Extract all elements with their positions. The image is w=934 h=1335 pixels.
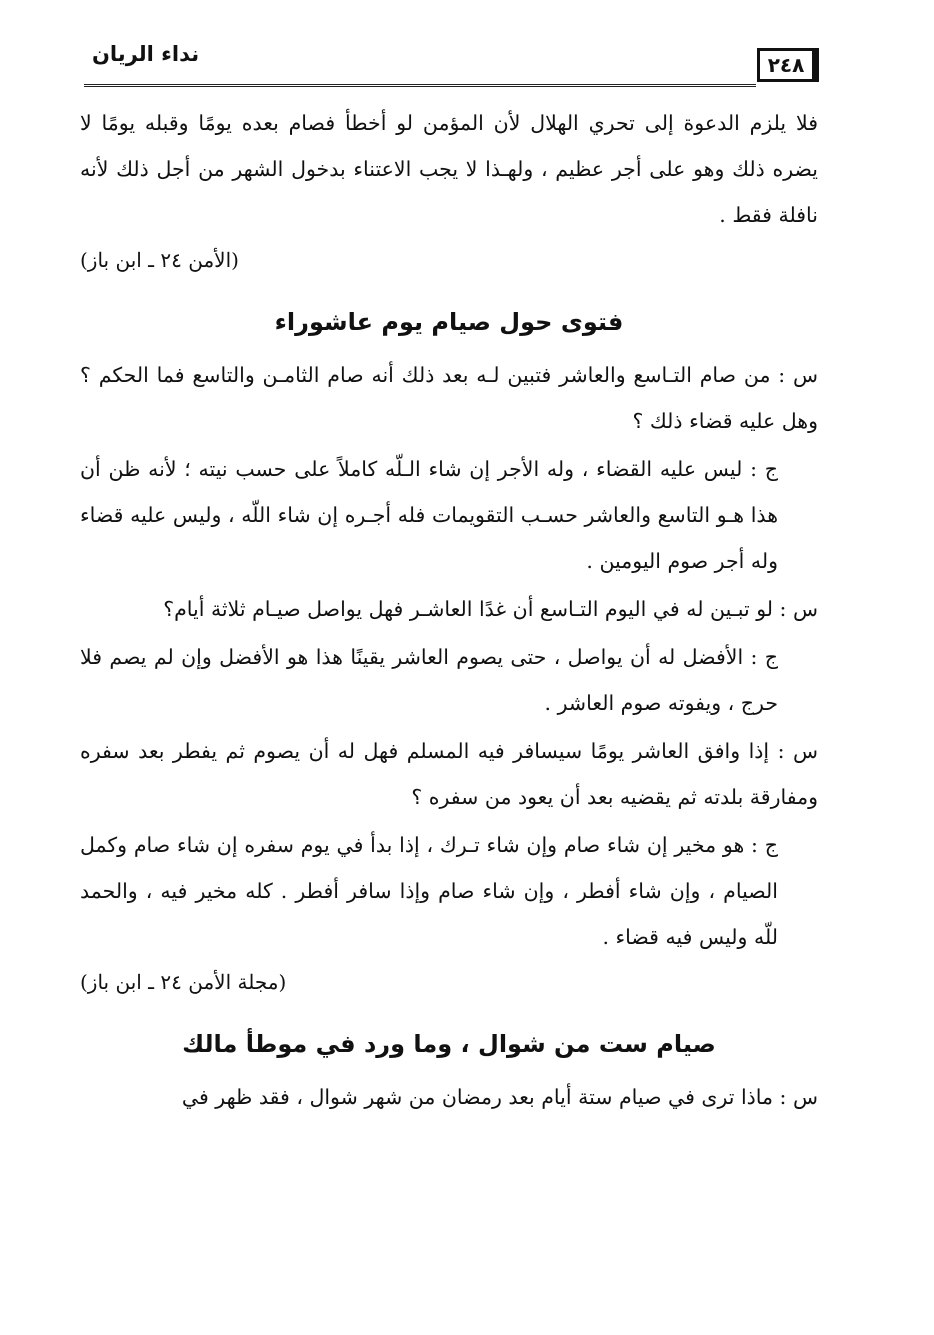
question-paragraph: س : من صام التـاسع والعاشر فتبين لـه بعد ذلك أنه صام الثامـن والتاسع فما الحكم ؟ وهل عليه قضاء ذلك ؟: [80, 363, 818, 433]
question-paragraph: س : لو تبـين له في اليوم التـاسع أن غدًا العاشـر فهل يواصل صيـام ثلاثة أيام؟: [163, 597, 818, 621]
page-content: [80, 100, 818, 1120]
running-title: نداء الريان: [92, 42, 200, 66]
citation: (مجلة الأمن ٢٤ ـ ابن باز): [80, 970, 287, 994]
paragraph: فلا يلزم الدعوة إلى تحري الهلال لأن المؤمن لو أخطأ فصام بعده يومًا وقبله يومًا لا يضره ذلك وهو على أجر عظيم ، ولهـذا لا يجب الاعتناء بدخول الشهر من أجل ذلك لأنه نافلة فقط .: [80, 111, 818, 227]
question-paragraph: س : إذا وافق العاشر يومًا سيسافر فيه المسلم فهل له أن يصوم ثم يفطر بعد سفره ومفارقة بلدته ثم يقضيه بعد أن يعود من سفره ؟: [80, 739, 818, 809]
page-header: [84, 38, 819, 88]
citation: (الأمن ٢٤ ـ ابن باز): [80, 248, 239, 272]
answer-paragraph: ج : ليس عليه القضاء ، وله الأجر إن شاء الـلّه كاملاً على حسب نيته ؛ لأنه ظن أن هذا هـو التاسع والعاشر حسـب التقويمات فله أجـره إن شاء اللّه ، وليس عليه قضاء وله أجر صوم اليومين .: [80, 457, 778, 573]
page-number: ٢٤٨: [757, 48, 819, 82]
answer-paragraph: ج : الأفضل له أن يواصل ، حتى يصوم العاشر يقينًا هذا هو الأفضل وإن لم يصم فلا حرج ، ويفوته صوم العاشر .: [80, 645, 778, 715]
citation-row: [80, 238, 818, 286]
section-title: فتوى حول صيام يوم عاشوراء: [274, 308, 624, 336]
question-paragraph: س : ماذا ترى في صيام ستة أيام بعد رمضان من شهر شوال ، فقد ظهر في: [181, 1085, 818, 1109]
citation-row: [80, 960, 818, 1008]
header-divider: [84, 84, 756, 87]
section-title: صيام ست من شوال ، وما ورد في موطأ مالك: [182, 1030, 716, 1058]
answer-paragraph: ج : هو مخير إن شاء صام وإن شاء تـرك ، إذا بدأ في يوم سفره إن شاء صام وكمل الصيام ، وإن شاء أفطر ، وإن شاء صام وإذا سافر أفطر . كله مخير فيه ، والحمد للّه وليس فيه قضاء .: [80, 833, 778, 949]
